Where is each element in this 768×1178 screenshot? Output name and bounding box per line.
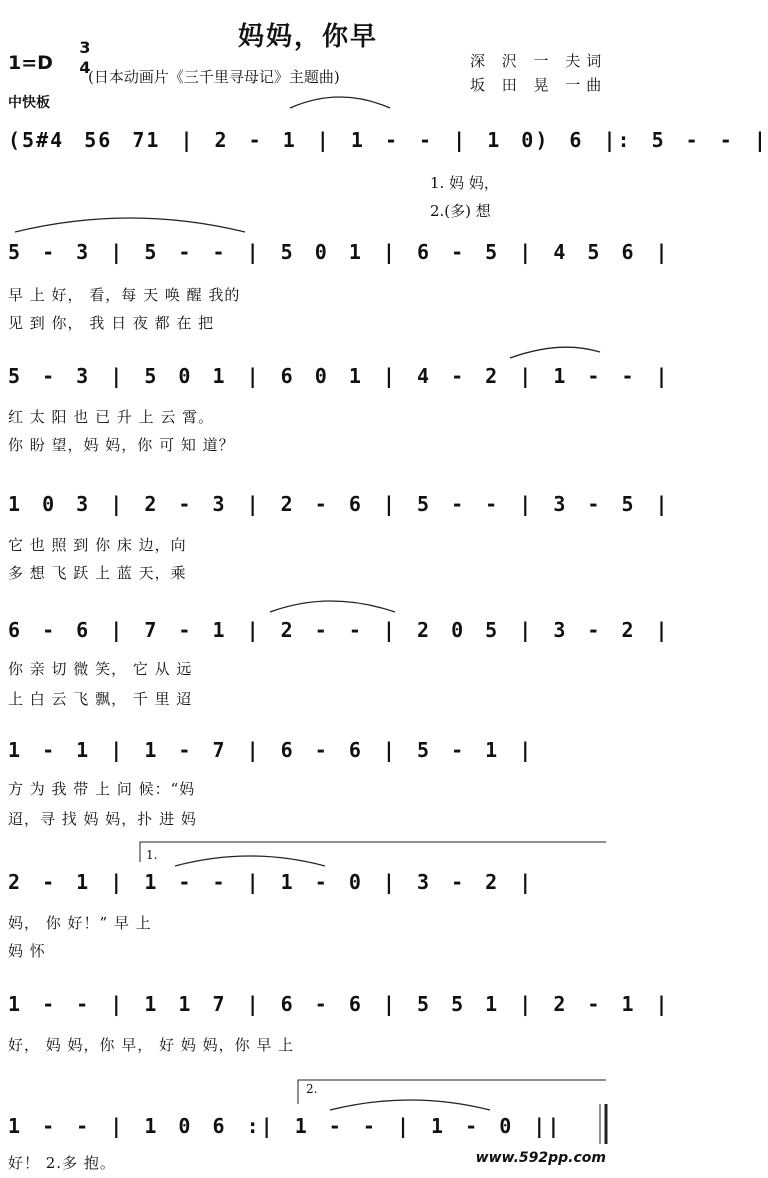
second-ending-label: 2. [306, 1082, 318, 1096]
lyrics-line-7-verse1: 妈， 你 好！” 早 上 [8, 914, 152, 932]
lyrics-line-4-verse1: 它 也 照 到 你 床 边，向 [8, 536, 187, 554]
slur [270, 601, 395, 612]
notation-line-4: 1 0 3 | 2 - 3 | 2 - 6 | 5 - - | 3 - 5 | [8, 492, 670, 516]
first-ending-label: 1. [146, 848, 158, 862]
lyricist-credit: 深 沢 一 夫词 [470, 52, 608, 70]
lyrics-line-5-verse1: 你 亲 切 微 笑， 它 从 远 [8, 660, 193, 678]
first-ending-bracket [140, 842, 606, 862]
lyrics-line-3-verse2: 你 盼 望，妈 妈，你 可 知 道？ [8, 436, 235, 454]
slur [15, 218, 245, 232]
time-signature-numerator: 3 [79, 38, 91, 57]
lyrics-line-7-verse2: 妈 怀 [8, 942, 46, 960]
notation-line-2: 5 - 3 | 5 - - | 5 0 1 | 6 - 5 | 4 5 6 | [8, 240, 670, 264]
subtitle: (日本动画片《三千里寻母记》主题曲) [88, 68, 340, 86]
lyrics-line-5-verse2: 上 白 云 飞 飘， 千 里 迢 [8, 690, 193, 708]
slur [290, 97, 390, 108]
lyrics-line-2-verse2: 见 到 你， 我 日 夜 都 在 把 [8, 314, 215, 332]
song-title: 妈妈，你早 [237, 22, 378, 52]
slur [175, 856, 325, 866]
lyrics-line-4-verse2: 多 想 飞 跃 上 蓝 天，乘 [8, 564, 187, 582]
verse2-start-lyric: 2.(多) 想 [430, 202, 491, 220]
composer-credit: 坂 田 晃 一曲 [470, 76, 608, 94]
notation-line-1: (5#4 56 71 | 2 - 1 | 1 - - | 1 0) 6 |: 5 - - | [8, 128, 768, 152]
second-ending-bracket [298, 1080, 606, 1104]
site-watermark: www.592pp.com [475, 1150, 606, 1166]
lyrics-line-8: 好， 妈 妈，你 早， 好 妈 妈，你 早 上 [8, 1036, 295, 1054]
lyrics-line-9: 好！ 2.多 抱。 [8, 1154, 116, 1172]
notation-line-6: 1 - 1 | 1 - 7 | 6 - 6 | 5 - 1 | [8, 738, 534, 762]
notation-line-5: 6 - 6 | 7 - 1 | 2 - - | 2 0 5 | 3 - 2 | [8, 618, 670, 642]
time-signature-denominator: 4 [79, 58, 91, 77]
lyrics-line-2-verse1: 早 上 好， 看，每 天 唤 醒 我的 [8, 286, 241, 304]
tempo-marking: 中快板 [8, 95, 50, 111]
notation-line-9: 1 - - | 1 0 6 :| 1 - - | 1 - 0 || [8, 1114, 562, 1138]
key-signature: 1=D [8, 52, 53, 74]
notation-line-3: 5 - 3 | 5 0 1 | 6 0 1 | 4 - 2 | 1 - - | [8, 364, 670, 388]
slur [510, 347, 600, 358]
lyrics-line-6-verse2: 迢，寻 找 妈 妈，扑 进 妈 [8, 810, 197, 828]
notation-line-7: 2 - 1 | 1 - - | 1 - 0 | 3 - 2 | [8, 870, 534, 894]
lyrics-line-3-verse1: 红 太 阳 也 已 升 上 云 霄。 [8, 408, 215, 426]
notation-line-8: 1 - - | 1 1 7 | 6 - 6 | 5 5 1 | 2 - 1 | [8, 992, 670, 1016]
lyrics-line-6-verse1: 方 为 我 带 上 问 候：“妈 [8, 780, 196, 798]
slur [330, 1100, 490, 1110]
verse1-start-lyric: 1. 妈 妈， [430, 174, 499, 192]
